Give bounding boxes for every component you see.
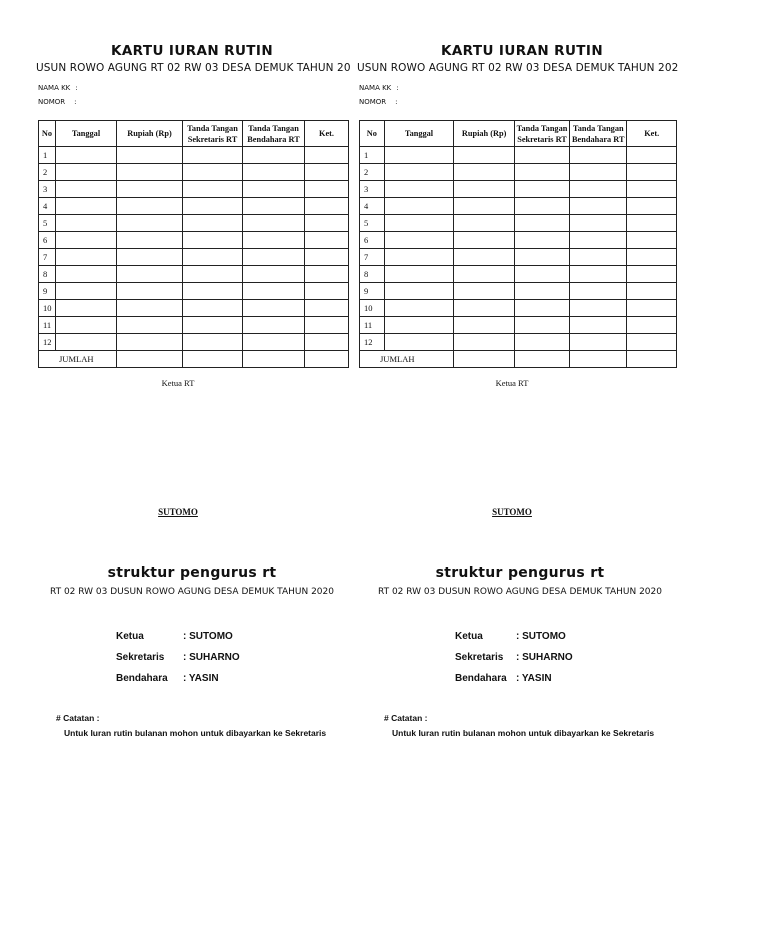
nama-kk-label: NAMA KK [38, 84, 71, 92]
member-name: : SUTOMO [516, 631, 566, 642]
card-subtitle: USUN ROWO AGUNG RT 02 RW 03 DESA DEMUK TAHUN 20 [36, 62, 351, 74]
row-number: 3 [39, 181, 56, 198]
row-number: 6 [360, 232, 385, 249]
column-header-tanggal: Tanggal [384, 121, 454, 147]
row-number: 4 [360, 198, 385, 215]
column-header-rupiah: Rupiah (Rp) [117, 121, 183, 147]
row-number: 1 [360, 147, 385, 164]
signer-label: Ketua RT [161, 378, 195, 388]
member-role: Ketua [455, 631, 483, 642]
column-header-ttd-sekretaris: Tanda Tangan Sekretaris RT [514, 121, 569, 147]
member-role: Sekretaris [116, 652, 165, 663]
column-header-rupiah: Rupiah (Rp) [454, 121, 515, 147]
org-subtitle: RT 02 RW 03 DUSUN ROWO AGUNG DESA DEMUK TAHUN 2020 [49, 587, 334, 597]
separator: : [75, 84, 78, 92]
member-role: Bendahara [116, 673, 168, 684]
row-number: 5 [39, 215, 56, 232]
note-text: Untuk Iuran rutin bulanan mohon untuk dibayarkan ke Sekretaris [64, 728, 327, 738]
row-number: 6 [39, 232, 56, 249]
row-number: 5 [360, 215, 385, 232]
row-number: 2 [360, 164, 385, 181]
row-number: 3 [360, 181, 385, 198]
signer-name: SUTOMO [492, 507, 532, 517]
card-title: KARTU IURAN RUTIN [440, 43, 604, 59]
total-label: JUMLAH [360, 351, 454, 368]
separator: : [395, 98, 398, 106]
row-number: 9 [360, 283, 385, 300]
signer-name: SUTOMO [158, 507, 198, 517]
org-subtitle: RT 02 RW 03 DUSUN ROWO AGUNG DESA DEMUK TAHUN 2020 [377, 587, 662, 597]
member-name: : YASIN [183, 673, 219, 684]
member-role: Sekretaris [455, 652, 504, 663]
member-name: : SUHARNO [516, 652, 573, 663]
column-header-no: No [39, 121, 56, 147]
row-number: 7 [39, 249, 56, 266]
row-number: 7 [360, 249, 385, 266]
member-name: : YASIN [516, 673, 552, 684]
row-number: 4 [39, 198, 56, 215]
member-name: : SUTOMO [183, 631, 233, 642]
column-header-ttd-sekretaris: Tanda Tangan Sekretaris RT [183, 121, 243, 147]
column-header-ket: Ket. [627, 121, 677, 147]
row-number: 12 [360, 334, 385, 351]
separator: : [396, 84, 399, 92]
row-number: 10 [39, 300, 56, 317]
member-role: Ketua [116, 631, 144, 642]
member-name: : SUHARNO [183, 652, 240, 663]
column-header-ket: Ket. [305, 121, 349, 147]
org-structure-left [36, 0, 348, 760]
signer-label: Ketua RT [495, 378, 529, 388]
note-label: # Catatan : [384, 713, 428, 723]
column-header-no: No [360, 121, 385, 147]
card-subtitle: USUN ROWO AGUNG RT 02 RW 03 DESA DEMUK TAHUN 202 [357, 62, 679, 74]
row-number: 8 [39, 266, 56, 283]
total-label: JUMLAH [39, 351, 117, 368]
card-title: KARTU IURAN RUTIN [110, 43, 274, 59]
org-title: struktur pengurus rt [107, 565, 277, 581]
note-text: Untuk Iuran rutin bulanan mohon untuk dibayarkan ke Sekretaris [392, 728, 655, 738]
row-number: 10 [360, 300, 385, 317]
row-number: 8 [360, 266, 385, 283]
row-number: 2 [39, 164, 56, 181]
column-header-tanggal: Tanggal [56, 121, 117, 147]
org-structure-right [364, 0, 676, 760]
nomor-label: NOMOR [359, 98, 387, 106]
member-role: Bendahara [455, 673, 507, 684]
column-header-ttd-bendahara: Tanda Tangan Bendahara RT [570, 121, 627, 147]
nomor-label: NOMOR [38, 98, 66, 106]
column-header-ttd-bendahara: Tanda Tangan Bendahara RT [243, 121, 305, 147]
row-number: 11 [39, 317, 56, 334]
note-label: # Catatan : [56, 713, 100, 723]
row-number: 12 [39, 334, 56, 351]
row-number: 11 [360, 317, 385, 334]
nama-kk-label: NAMA KK [359, 84, 392, 92]
row-number: 1 [39, 147, 56, 164]
org-title: struktur pengurus rt [435, 565, 605, 581]
row-number: 9 [39, 283, 56, 300]
separator: : [74, 98, 77, 106]
